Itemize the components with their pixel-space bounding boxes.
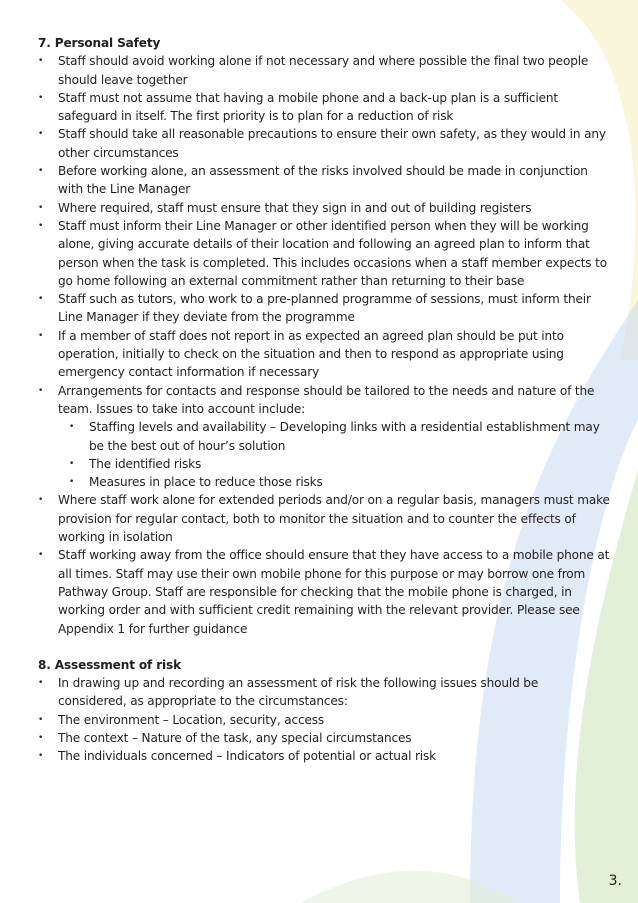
list-item: • Before working alone, an assessment of the risks involved should be made in conjunction with the Line Manager	[38, 162, 610, 199]
list-item: • Where required, staff must ensure that they sign in and out of building registers	[38, 199, 610, 217]
sub-list-item: • Staffing levels and availability – Developing links with a residential establishment may be the best out of hour’s solution	[69, 418, 610, 455]
list-item: • Staff working away from the office should ensure that they have access to a mobile phone at all times. Staff may use their own mobile phone for this purpose or may borrow one from Pathway Group. Staff are responsible for checking that the mobile phone is charged, in working order and with sufficient credit remaining with the relevant provider. Please see Appendix 1 for further guidance	[38, 546, 610, 637]
list-item: • Staff must not assume that having a mobile phone and a back-up plan is a sufficient safeguard in itself. The first priority is to plan for a reduction of risk	[38, 89, 610, 126]
personal-safety-list	[38, 52, 610, 418]
list-item: • The individuals concerned – Indicators of potential or actual risk	[38, 747, 610, 765]
sub-list-item: • The identified risks	[69, 455, 610, 473]
section-heading-personal-safety: 7. Personal Safety	[38, 36, 161, 50]
contact-issues-sublist	[38, 418, 610, 491]
list-item: • The environment – Location, security, access	[38, 711, 610, 729]
document-body	[38, 34, 610, 766]
list-item: • Staff must inform their Line Manager or other identified person when they will be working alone, giving accurate details of their location and following an agreed plan to inform that person when the task is completed. This includes occasions when a staff member expects to go home following an external commitment rather than returning to their base	[38, 217, 610, 290]
list-item: • Where staff work alone for extended periods and/or on a regular basis, managers must make provision for regular contact, both to monitor the situation and to counter the effects of working in isolation	[38, 491, 610, 546]
page-number: 3.	[608, 873, 622, 889]
sub-list-item: • Measures in place to reduce those risks	[69, 473, 610, 491]
assessment-of-risk-list	[38, 674, 610, 765]
list-item: • If a member of staff does not report in as expected an agreed plan should be put into operation, initially to check on the situation and then to respond as appropriate using emergency contact information if necessary	[38, 327, 610, 382]
list-item: • Arrangements for contacts and response should be tailored to the needs and nature of the team. Issues to take into account include:	[38, 382, 610, 419]
section-heading-assessment-of-risk: 8. Assessment of risk	[38, 657, 181, 672]
list-item: • The context – Nature of the task, any special circumstances	[38, 729, 610, 747]
list-item: • Staff should take all reasonable precautions to ensure their own safety, as they would in any other circumstances	[38, 125, 610, 162]
list-item: • Staff should avoid working alone if not necessary and where possible the final two people should leave together	[38, 52, 610, 89]
list-item: • In drawing up and recording an assessment of risk the following issues should be considered, as appropriate to the circumstances:	[38, 674, 610, 711]
list-item: • Staff such as tutors, who work to a pre-planned programme of sessions, must inform their Line Manager if they deviate from the programme	[38, 290, 610, 327]
personal-safety-list-continued	[38, 491, 610, 637]
